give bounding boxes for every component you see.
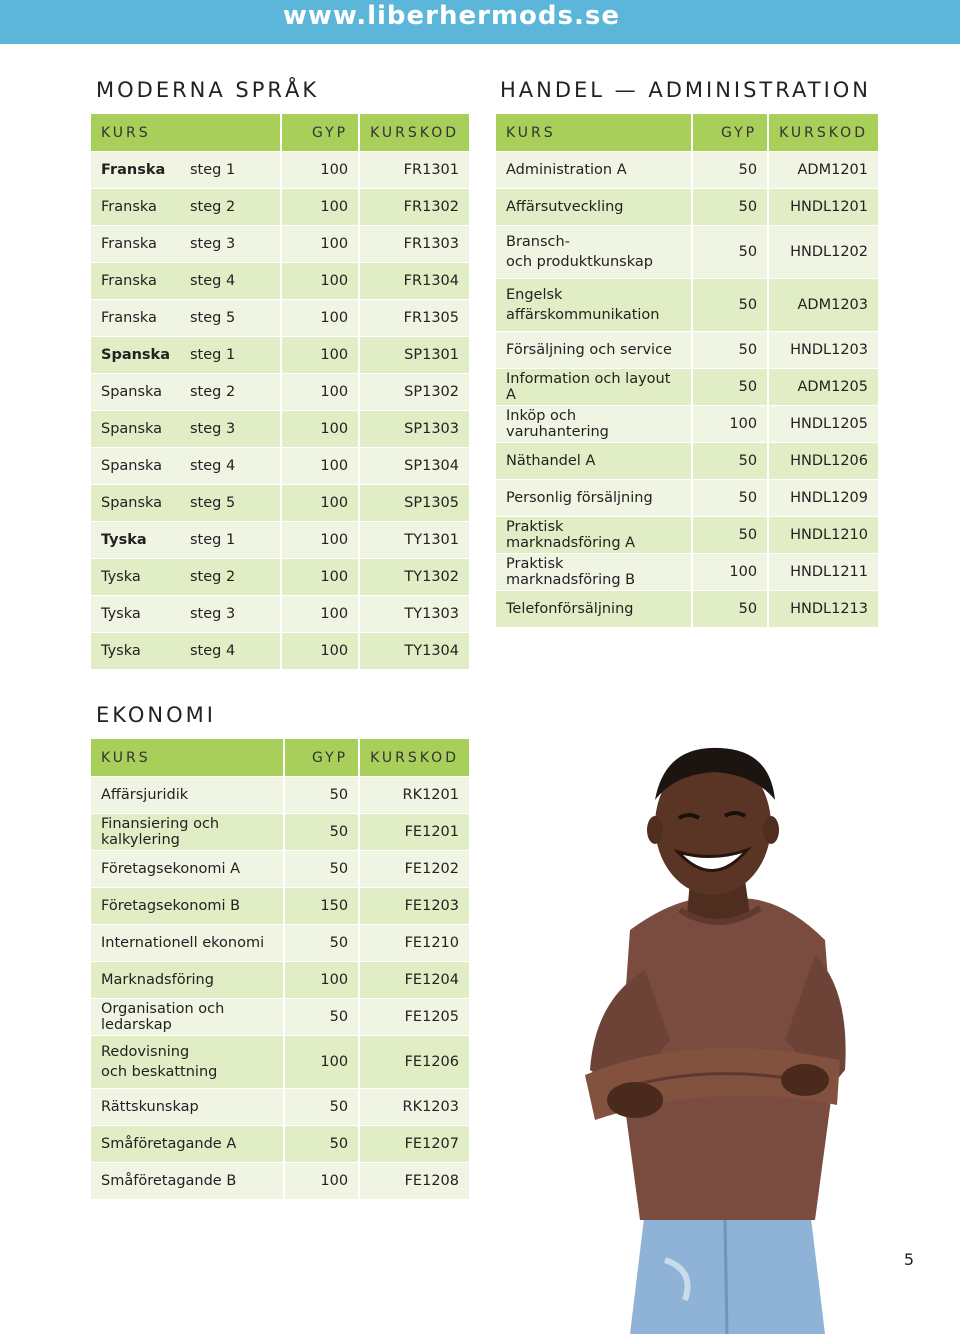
course-gyp: 100: [285, 1035, 361, 1088]
table-row: [496, 225, 878, 278]
course-code: SP1305: [360, 484, 469, 521]
course-language: Franska: [91, 151, 180, 188]
course-name: Praktisk marknadsföring A: [496, 516, 693, 553]
course-level: steg 1: [180, 151, 282, 188]
table-row: [91, 998, 469, 1035]
course-gyp: 100: [693, 405, 769, 442]
table-row: [91, 961, 469, 998]
course-name: Affärsjuridik: [91, 776, 285, 813]
header-gyp: GYP: [282, 114, 360, 151]
table-row: [496, 331, 878, 368]
course-code: HNDL1205: [769, 405, 878, 442]
course-gyp: 50: [693, 225, 769, 278]
course-gyp: 100: [282, 188, 360, 225]
course-gyp: 100: [282, 262, 360, 299]
table-ekonomi: [91, 739, 469, 1199]
course-gyp: 100: [282, 373, 360, 410]
course-name: Finansiering och kalkylering: [91, 813, 285, 850]
table-row: [91, 1125, 469, 1162]
table-row: [496, 590, 878, 627]
course-name: Försäljning och service: [496, 331, 693, 368]
course-gyp: 50: [693, 479, 769, 516]
table-row: [496, 151, 878, 188]
course-name: Marknadsföring: [91, 961, 285, 998]
course-gyp: 50: [285, 1125, 361, 1162]
course-code: FE1202: [360, 850, 469, 887]
table-row: [91, 410, 469, 447]
course-gyp: 100: [282, 595, 360, 632]
table-row: [91, 299, 469, 336]
course-code: HNDL1202: [769, 225, 878, 278]
course-gyp: 100: [285, 961, 361, 998]
course-gyp: 100: [282, 299, 360, 336]
course-code: FE1210: [360, 924, 469, 961]
course-level: steg 4: [180, 447, 282, 484]
table-header-row: [496, 114, 878, 151]
table-row: [91, 1035, 469, 1088]
course-code: ADM1201: [769, 151, 878, 188]
table-row: [91, 336, 469, 373]
course-level: steg 2: [180, 373, 282, 410]
course-code: FE1203: [360, 887, 469, 924]
course-code: SP1302: [360, 373, 469, 410]
course-name: Företagsekonomi B: [91, 887, 285, 924]
course-language: Tyska: [91, 632, 180, 669]
table-moderna-sprak: [91, 114, 469, 669]
course-language: Tyska: [91, 595, 180, 632]
header-gyp: GYP: [285, 739, 361, 776]
table-row: [91, 188, 469, 225]
course-code: HNDL1211: [769, 553, 878, 590]
course-code: FR1301: [360, 151, 469, 188]
course-name: Information och layout A: [496, 368, 693, 405]
course-gyp: 50: [693, 516, 769, 553]
course-name: Rättskunskap: [91, 1088, 285, 1125]
course-name: Näthandel A: [496, 442, 693, 479]
course-gyp: 50: [693, 331, 769, 368]
table-header-row: [91, 114, 469, 151]
course-gyp: 50: [693, 278, 769, 331]
course-gyp: 50: [693, 368, 769, 405]
course-name: Företagsekonomi A: [91, 850, 285, 887]
course-code: FE1206: [360, 1035, 469, 1088]
course-code: SP1303: [360, 410, 469, 447]
table-row: [91, 447, 469, 484]
section-title-ekonomi: EKONOMI: [96, 703, 216, 727]
course-name: Bransch- och produktkunskap: [496, 225, 693, 278]
course-code: FR1304: [360, 262, 469, 299]
course-code: TY1301: [360, 521, 469, 558]
course-gyp: 100: [693, 553, 769, 590]
course-code: FE1204: [360, 961, 469, 998]
course-code: HNDL1203: [769, 331, 878, 368]
course-name: Telefonförsäljning: [496, 590, 693, 627]
table-row: [496, 442, 878, 479]
course-name: Inköp och varuhantering: [496, 405, 693, 442]
page-number: 5: [903, 1250, 914, 1269]
course-code: ADM1203: [769, 278, 878, 331]
course-level: steg 2: [180, 558, 282, 595]
course-language: Franska: [91, 262, 180, 299]
course-code: TY1302: [360, 558, 469, 595]
table-row: [91, 887, 469, 924]
course-level: steg 5: [180, 484, 282, 521]
header-kurs: KURS: [91, 114, 282, 151]
table-row: [496, 188, 878, 225]
course-code: RK1203: [360, 1088, 469, 1125]
course-gyp: 100: [285, 1162, 361, 1199]
course-gyp: 100: [282, 225, 360, 262]
course-gyp: 50: [285, 998, 361, 1035]
table-row: [496, 553, 878, 590]
course-language: Franska: [91, 188, 180, 225]
course-code: FE1201: [360, 813, 469, 850]
course-gyp: 100: [282, 558, 360, 595]
table-handel: [496, 114, 878, 627]
course-name: Småföretagande B: [91, 1162, 285, 1199]
course-code: SP1304: [360, 447, 469, 484]
course-name: Internationell ekonomi: [91, 924, 285, 961]
section-title-moderna-sprak: MODERNA SPRÅK: [96, 78, 320, 102]
course-code: FR1303: [360, 225, 469, 262]
course-gyp: 50: [693, 590, 769, 627]
course-level: steg 3: [180, 410, 282, 447]
course-code: HNDL1201: [769, 188, 878, 225]
table-row: [91, 262, 469, 299]
table-row: [91, 151, 469, 188]
course-language: Tyska: [91, 558, 180, 595]
course-gyp: 100: [282, 151, 360, 188]
course-code: SP1301: [360, 336, 469, 373]
course-code: HNDL1206: [769, 442, 878, 479]
top-banner: [0, 0, 960, 44]
table-row: [496, 516, 878, 553]
table-row: [91, 813, 469, 850]
course-name: Praktisk marknadsföring B: [496, 553, 693, 590]
course-language: Spanska: [91, 484, 180, 521]
course-gyp: 50: [285, 776, 361, 813]
course-language: Spanska: [91, 410, 180, 447]
course-name: Personlig försäljning: [496, 479, 693, 516]
course-gyp: 50: [285, 924, 361, 961]
table-row: [91, 225, 469, 262]
course-gyp: 100: [282, 447, 360, 484]
course-code: RK1201: [360, 776, 469, 813]
table-row: [91, 850, 469, 887]
course-gyp: 100: [282, 336, 360, 373]
header-kurs: KURS: [91, 739, 285, 776]
course-level: steg 2: [180, 188, 282, 225]
table-row: [91, 776, 469, 813]
table-row: [496, 368, 878, 405]
section-title-handel: HANDEL — ADMINISTRATION: [500, 78, 871, 102]
course-language: Tyska: [91, 521, 180, 558]
course-name: Organisation och ledarskap: [91, 998, 285, 1035]
course-name: Engelsk affärskommunikation: [496, 278, 693, 331]
table-row: [496, 405, 878, 442]
header-kurskod: KURSKOD: [360, 114, 469, 151]
course-gyp: 100: [282, 632, 360, 669]
student-photo: [575, 740, 875, 1334]
course-level: steg 4: [180, 262, 282, 299]
course-code: FE1207: [360, 1125, 469, 1162]
table-row: [91, 521, 469, 558]
table-row: [91, 484, 469, 521]
course-gyp: 50: [693, 151, 769, 188]
course-level: steg 4: [180, 632, 282, 669]
course-code: FE1208: [360, 1162, 469, 1199]
course-code: TY1303: [360, 595, 469, 632]
course-gyp: 100: [282, 410, 360, 447]
course-code: FE1205: [360, 998, 469, 1035]
table-row: [91, 558, 469, 595]
course-level: steg 3: [180, 225, 282, 262]
course-level: steg 1: [180, 336, 282, 373]
course-language: Spanska: [91, 336, 180, 373]
course-gyp: 100: [282, 521, 360, 558]
table-row: [91, 1088, 469, 1125]
course-code: ADM1205: [769, 368, 878, 405]
course-language: Franska: [91, 225, 180, 262]
table-row: [91, 1162, 469, 1199]
course-gyp: 50: [285, 850, 361, 887]
course-name: Affärsutveckling: [496, 188, 693, 225]
course-code: HNDL1213: [769, 590, 878, 627]
course-language: Franska: [91, 299, 180, 336]
course-level: steg 5: [180, 299, 282, 336]
course-code: HNDL1209: [769, 479, 878, 516]
table-row: [496, 479, 878, 516]
course-gyp: 150: [285, 887, 361, 924]
table-row: [496, 278, 878, 331]
table-row: [91, 595, 469, 632]
course-code: TY1304: [360, 632, 469, 669]
course-code: FR1305: [360, 299, 469, 336]
table-row: [91, 924, 469, 961]
website-url[interactable]: www.liberhermods.se: [282, 1, 620, 31]
course-name: Småföretagande A: [91, 1125, 285, 1162]
table-header-row: [91, 739, 469, 776]
header-kurskod: KURSKOD: [360, 739, 469, 776]
course-gyp: 50: [285, 1088, 361, 1125]
header-kurskod: KURSKOD: [769, 114, 878, 151]
course-code: FR1302: [360, 188, 469, 225]
course-name: Administration A: [496, 151, 693, 188]
course-language: Spanska: [91, 447, 180, 484]
course-level: steg 1: [180, 521, 282, 558]
course-code: HNDL1210: [769, 516, 878, 553]
table-row: [91, 632, 469, 669]
header-kurs: KURS: [496, 114, 693, 151]
course-level: steg 3: [180, 595, 282, 632]
course-gyp: 50: [285, 813, 361, 850]
course-gyp: 50: [693, 188, 769, 225]
course-language: Spanska: [91, 373, 180, 410]
course-name: Redovisning och beskattning: [91, 1035, 285, 1088]
table-row: [91, 373, 469, 410]
course-gyp: 100: [282, 484, 360, 521]
course-gyp: 50: [693, 442, 769, 479]
header-gyp: GYP: [693, 114, 769, 151]
